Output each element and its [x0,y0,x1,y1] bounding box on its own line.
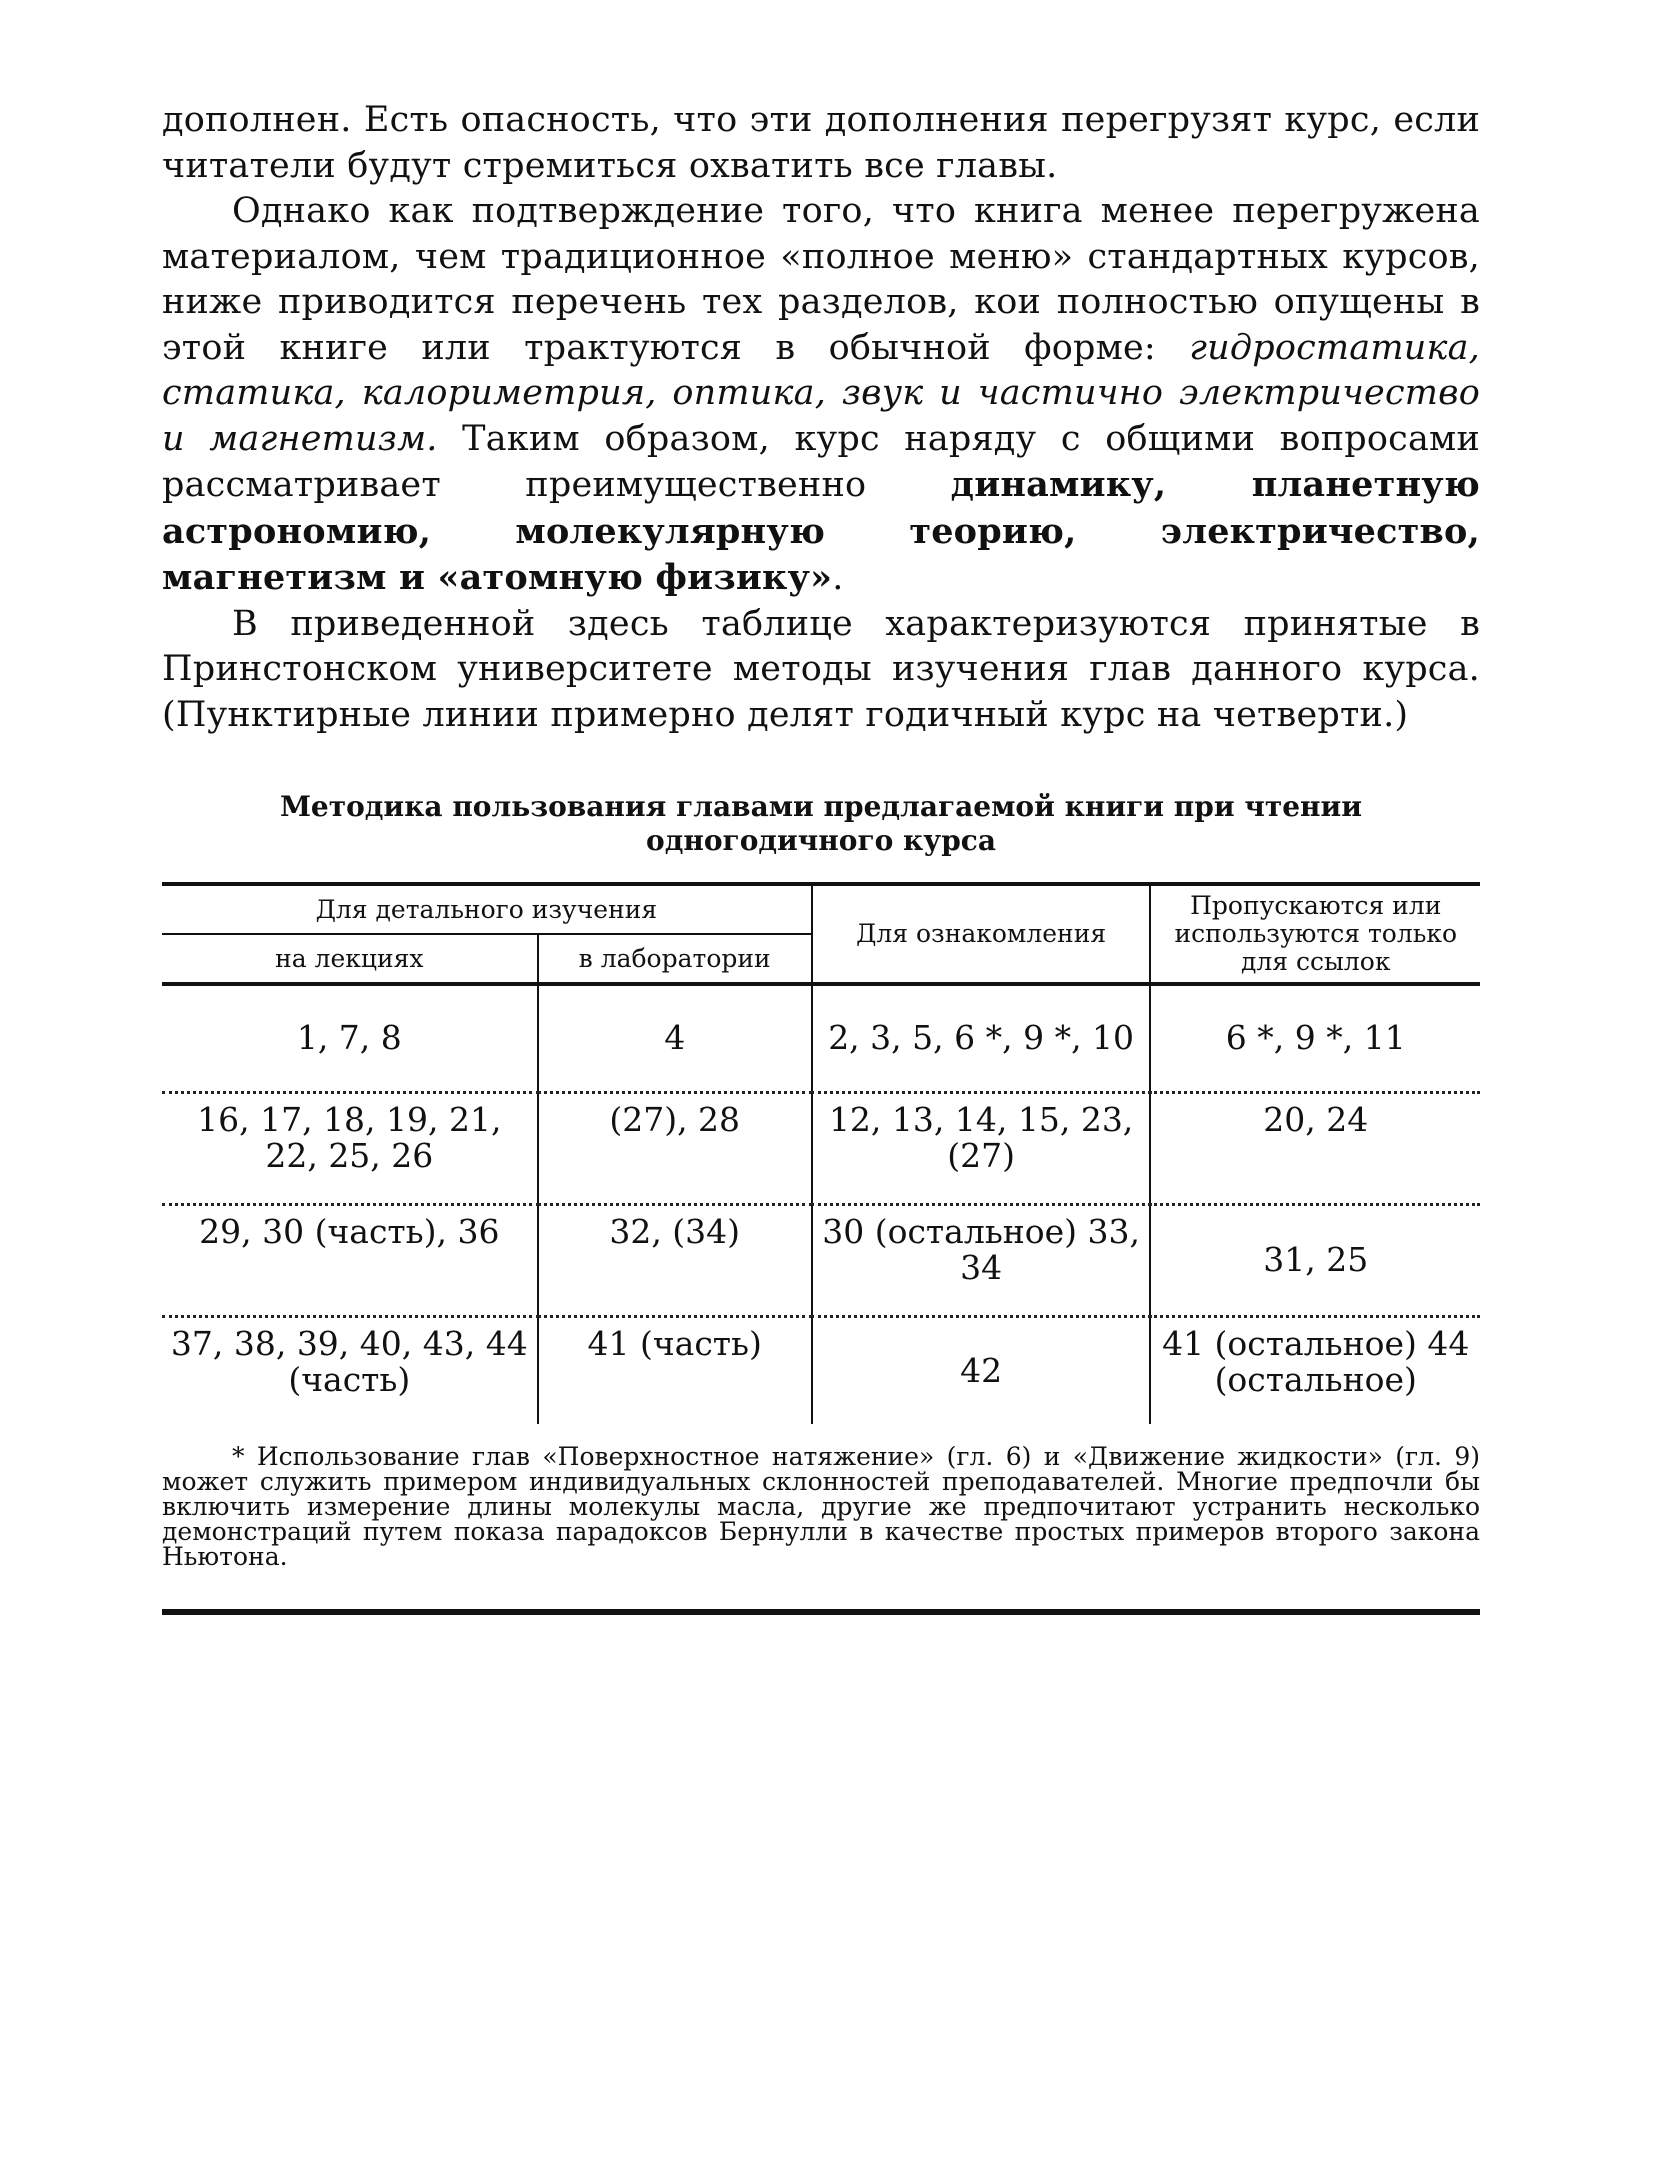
paragraph-2-bold-list: динамику, планетную астрономию, молекулярную теорию, электричество, магнетизм и «атомную физику» [162,464,1480,598]
header-lectures: на лекциях [162,934,538,984]
methods-table [162,882,1480,1424]
cell-overview: 30 (остальное) 33, 34 [812,1204,1151,1316]
cell-lectures: 16, 17, 18, 19, 21, 22, 25, 26 [197,1099,502,1175]
cell-overview: 42 [812,1316,1151,1424]
header-overview: Для ознакомления [812,884,1151,984]
cell-lectures: 37, 38, 39, 40, 43, 44 (часть) [170,1323,528,1399]
cell-skipped: 6 *, 9 *, 11 [1150,984,1480,1092]
table-row [162,1092,1480,1204]
cell-laboratory: (27), 28 [538,1092,812,1204]
document-page [162,98,1480,1615]
cell-skipped: 41 (остальное) 44 (остальное) [1150,1316,1480,1424]
header-detailed: Для детального изучения [315,894,658,924]
table-title-line-2: одногодичного курса [646,824,996,857]
paragraph-2 [162,189,1480,602]
paragraph-2-text-b: Таким образом, курс наряду с общими вопросами рассматривает преимущественно [162,418,1480,505]
table-row [162,984,1480,1092]
cell-overview: 12, 13, 14, 15, 23, (27) [812,1092,1151,1204]
header-laboratory: в лаборатории [538,934,812,984]
cell-skipped: 20, 24 [1150,1092,1480,1204]
cell-laboratory: 4 [538,984,812,1092]
cell-laboratory: 32, (34) [538,1204,812,1316]
table-footnote: * Использование глав «Поверхностное натяжение» (гл. 6) и «Движение жидкости» (гл. 9) может служить примером индивидуальных склонностей преподавателей. Многие предпочли бы включить измерение длины молекулы масла, другие же предпочитают устранить несколько демонстраций путем показа парадоксов Бернулли в качестве простых примеров второго закона Ньютона. [162,1442,1480,1571]
cell-laboratory: 41 (часть) [538,1316,812,1424]
end-rule [162,1609,1480,1615]
table-title-line-1: Методика пользования главами предлагаемой книги при чтении [279,790,1363,823]
cell-overview: 2, 3, 5, 6 *, 9 *, 10 [812,984,1151,1092]
table-title [162,790,1480,858]
header-skipped: Пропускаются или используются только для ссылок [1150,884,1480,984]
paragraph-2-italic-list: гидростатика, статика, калориметрия, оптика, звук и частично электричество и магнетизм. [162,327,1480,459]
cell-lectures: 1, 7, 8 [296,1018,402,1058]
paragraph-2-text-c: . [832,558,844,598]
paragraph-2-text-a: Однако как подтверждение того, что книга менее перегружена материалом, чем традиционное «полное меню» стандартных курсов, ниже приводится перечень тех разделов, кои полностью опущены в этой книге или трактуются в обычной форме: [162,191,1480,368]
cell-lectures: 29, 30 (часть), 36 [199,1211,500,1251]
cell-skipped: 31, 25 [1150,1204,1480,1316]
paragraph-3: В приведенной здесь таблице характеризуются принятые в Принстонском университете методы изучения глав данного курса. (Пунктирные линии примерно делят годичный курс на четверти.) [162,603,1480,735]
paragraph-1: дополнен. Есть опасность, что эти дополнения перегрузят курс, если читатели будут стремиться охватить все главы. [162,100,1480,186]
table-row [162,1204,1480,1316]
table-row [162,1316,1480,1424]
